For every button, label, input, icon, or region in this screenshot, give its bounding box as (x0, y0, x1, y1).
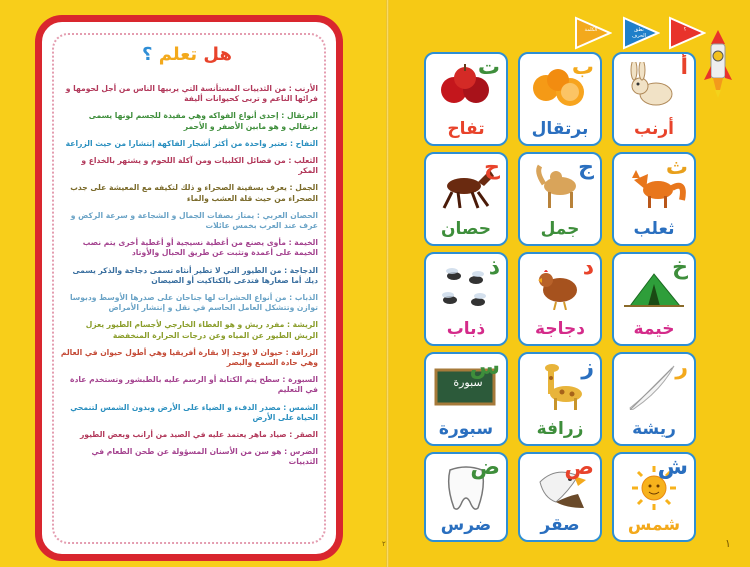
letter-card[interactable] (518, 152, 602, 246)
letter-card[interactable] (518, 352, 602, 446)
letter-card[interactable] (612, 52, 696, 146)
card-word: ريشة (632, 419, 676, 439)
title-word-1: هل (203, 44, 232, 65)
card-letter: ث (665, 155, 688, 180)
card-word: دجاجة (535, 319, 585, 339)
card-letter: ذ (488, 255, 500, 280)
card-word: تفاح (447, 119, 485, 139)
card-letter: ت (477, 55, 500, 80)
fact-entry: الريشة : مفرد ريش و هو الغطاء الخارجي لأجسام الطيور يعزل الريش الطيور عن المياه وعن درجات الحرارة المنخفضة (85, 320, 318, 340)
letter-card[interactable] (612, 252, 696, 346)
card-letter: ب (571, 55, 594, 80)
fact-list (60, 84, 318, 475)
letter-card[interactable] (424, 452, 508, 542)
blackboard-text: سبورة (453, 376, 483, 389)
fact-entry: الثعلب : من فصائل الكلبيات ومن آكلة اللحوم و يشتهر بالخداع و المكر (81, 156, 318, 176)
fact-entry: الصقر : صياد ماهر يعتمد عليه في الصيد من أرانب وبعض الطيور (79, 430, 318, 440)
card-word: صقر (540, 515, 580, 535)
card-letter: س (469, 355, 500, 380)
letter-card[interactable] (518, 452, 602, 542)
fact-entry: الذباب : من أنواع الحشرات لها جناحان على صدرها الأوسط ودبوسا توازن وتتشكل العامل الحاسم في نقل و إنتشار الأمراض (69, 293, 318, 313)
fact-entry: الجمل : يعرف بسفينة الصحراء و ذلك لتكيفه مع المعيشة على جدب الصحراء من حيث قلة العشب والماء (70, 183, 318, 203)
fact-entry: الشمس : مصدر الدفء و الضياء على الأرض وبدون الشمس لتنمحي الحياة على الأرض (70, 402, 318, 422)
card-word: خيمة (633, 319, 675, 339)
card-word: أرنب (634, 119, 674, 139)
letter-card[interactable] (612, 152, 696, 246)
fact-entry: البرتقال : إحدى أنواع الفواكه وهي مفيدة للجسم لونها يسمى برتقالي و هو مابين الأصفر و الأحمر (88, 111, 318, 131)
letter-card[interactable] (518, 252, 602, 346)
fact-entry: الأرنب : من الثدييات المستأنسة التي يربيها الناس من أجل لحومها و فرائها الناعم و تربى كحيوانات أليفة (65, 84, 318, 104)
letter-card[interactable] (612, 452, 696, 542)
card-word: ذباب (446, 319, 486, 339)
card-letter: خ (672, 255, 688, 280)
fact-entry: الخيمة : مأوى يصنع من أغطية نسيجية أو أغطية أخرى يتم نصب الخيمة على أعمدة وتثبت عن طريق الحبال والأوتاد (82, 238, 318, 258)
word-play-button[interactable] (574, 16, 612, 50)
letter-card[interactable] (518, 52, 602, 146)
card-word: ثعلب (633, 219, 675, 239)
rocket-button[interactable] (703, 28, 733, 100)
word-play-label: الكلمة (584, 27, 598, 33)
letter-card[interactable] (612, 352, 696, 446)
question-play-button[interactable] (668, 16, 706, 50)
letter-card[interactable] (424, 252, 508, 346)
card-letter: أ (680, 55, 688, 80)
card-letter: ض (470, 455, 500, 480)
card-word: حصان (441, 219, 491, 239)
fact-entry: السبورة : سطح يتم الكتابة أو الرسم عليه بالطبشور وتستخدم عادة في التعليم (70, 375, 318, 395)
play-triangle-icon (574, 16, 612, 50)
book-fold (386, 0, 389, 567)
card-word: شمس (627, 515, 681, 535)
card-letter: ر (675, 355, 688, 380)
fact-entry: الدجاجة : من الطيور التي لا تطير أنثاه تسمى دجاجة والذكر يسمى ديك أما صغارها فتدعى بالكتاكيت أو الصيصان (72, 265, 318, 285)
letter-sound-button[interactable] (622, 16, 660, 50)
question-play-label: ؟ (683, 27, 687, 33)
letter-card[interactable] (424, 352, 508, 446)
page-number-left: ٢ (382, 540, 386, 548)
card-letter: ج (578, 155, 594, 180)
card-letter: ش (657, 455, 688, 480)
letter-card[interactable] (424, 152, 508, 246)
card-letter: ص (564, 455, 594, 480)
letter-sound-label: نطق الحرف (631, 27, 647, 39)
page-number-right: ١ (725, 537, 731, 550)
rabbit-icon (620, 62, 686, 110)
card-title (40, 44, 334, 65)
title-word-2: تعلم (158, 44, 198, 65)
letter-card[interactable] (424, 52, 508, 146)
fact-entry: الضرس : هو سن من الأسنان المسؤولة عن طحن الطعام في الثدييات (91, 447, 318, 467)
fact-entry: الحصان العربي : يمتاز بصفات الجمال و الشجاعة و سرعة الركض و عرف عند العرب بخمس عائلات (70, 210, 318, 231)
fact-entry: الزرافة : حيوان لا يوجد إلا بقارة أفريقيا وهي أطول حيوان في العالم وهي حادة السمع والبصر (60, 347, 318, 368)
card-letter: ح (484, 155, 500, 180)
play-triangle-icon (668, 16, 706, 50)
rocket-icon (703, 28, 733, 100)
card-word: زرافة (536, 419, 584, 439)
card-word: برتقال (531, 119, 589, 139)
title-question-mark: ؟ (142, 44, 153, 65)
card-word: ضرس (440, 515, 492, 535)
card-letter: ز (581, 355, 594, 380)
card-word: جمل (540, 219, 580, 239)
card-word: سبورة (438, 419, 494, 439)
fact-entry: التفاح : تعتبر واحدة من أكثر أشجار الفاكهة إنتشارا من حيث الزراعة (65, 138, 318, 148)
card-letter: د (582, 255, 594, 280)
